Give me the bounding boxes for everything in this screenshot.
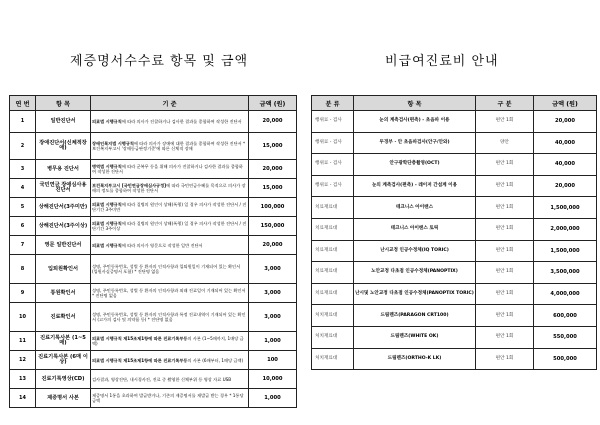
fee-amount: 20,000	[249, 160, 297, 179]
criteria-text: 의 사본 (1~5매까지, 1매당 금액)	[92, 336, 244, 346]
unit-cell: 편안 1회	[476, 111, 534, 133]
table-row	[312, 132, 597, 154]
table-row	[312, 348, 597, 370]
item-name: 일반진단서	[36, 111, 91, 133]
criteria-law: 의료법 시행규칙	[92, 202, 122, 207]
item-name: 장애진단서(신체적장애)	[36, 133, 91, 160]
row-number: 8	[10, 255, 36, 284]
unit-cell: 양안	[476, 132, 534, 154]
item-name: 드림렌즈(WHITE OK)	[354, 326, 476, 348]
non-covered-fee-table	[311, 95, 597, 370]
criteria-cell	[91, 255, 249, 284]
criteria-law: 의료법 시행규칙	[92, 119, 122, 124]
criteria-law: 의료법 시행규칙	[92, 221, 122, 226]
criteria-text: 의 사본 (6매부터, 1매당 금액)	[187, 357, 244, 363]
item-name: 눈의 계측검사(편측) - 초음파 이용	[354, 111, 476, 133]
table-row	[312, 262, 597, 284]
criteria-law: 보건복지부고시 [국민연금장애심사규정]	[92, 183, 167, 188]
table-row	[10, 389, 297, 408]
item-name: 난시교정 인공수정체(IQ TORIC)	[354, 240, 476, 262]
category-cell: 치료재료대	[312, 283, 354, 305]
fee-amount: 20,000	[249, 236, 297, 255]
criteria-law: 의료법 시행규칙	[92, 242, 122, 248]
row-number: 3	[10, 160, 36, 179]
criteria-text: 제증명서 1통을 초과하여 발급받거나, 기존의 제증명서를 재발급 받는 경우 * 1통당 금액	[92, 393, 244, 403]
table-row	[312, 197, 597, 219]
unit-cell: 편안 1회	[476, 197, 534, 219]
category-cell: 행위료 - 검사	[312, 154, 354, 176]
table-row	[10, 284, 297, 303]
category-cell: 치료재료대	[312, 262, 354, 284]
criteria-cell	[91, 303, 249, 332]
row-number: 7	[10, 236, 36, 255]
column-header: 기 준	[91, 96, 249, 111]
fee-amount: 3,000	[249, 284, 297, 303]
item-name: 진료확인서	[36, 303, 91, 332]
category-cell: 행위료 - 검사	[312, 175, 354, 197]
item-name: 병무용 진단서	[36, 160, 91, 179]
table-row	[10, 351, 297, 370]
criteria-cell	[91, 198, 249, 217]
unit-cell: 편안 1회	[476, 175, 534, 197]
category-cell: 처치재료대	[312, 348, 354, 370]
fee-amount: 10,000	[249, 370, 297, 389]
item-name: 진료기록사본 (6매 이상)	[36, 351, 91, 370]
row-number: 4	[10, 179, 36, 198]
item-name: 드림렌즈(PARAGON CRT100)	[354, 305, 476, 327]
criteria-cell	[91, 236, 249, 255]
criteria-text: 에 따라 의사가 영문으로 작성한 일반 진단서	[121, 242, 203, 248]
item-name: 테크니스 아이랜스	[354, 197, 476, 219]
row-number: 13	[10, 370, 36, 389]
category-cell: 처치재료대	[312, 305, 354, 327]
row-number: 9	[10, 284, 36, 303]
fee-amount: 20,000	[249, 111, 297, 133]
row-number: 10	[10, 303, 36, 332]
item-name: 테크니스 아이랜스 토릭	[354, 218, 476, 240]
column-header: 연 번	[10, 96, 36, 111]
criteria-cell	[91, 111, 249, 133]
column-header: 구 분	[476, 96, 534, 111]
column-header: 항 목	[354, 96, 476, 111]
item-name: 눈의 계측검사(편측) - 레이저 간섭계 이용	[354, 175, 476, 197]
fee-amount: 3,000	[249, 255, 297, 284]
category-cell: 행위료 - 검사	[312, 132, 354, 154]
row-number: 2	[10, 133, 36, 160]
criteria-cell	[91, 217, 249, 236]
criteria-text: 에 따라 질병의 원인이 상해(폭행) 일 경우 의사가 작성한 진단서 / 진단기간 3주미만	[92, 202, 247, 212]
fee-amount: 3,000	[249, 303, 297, 332]
table-row	[312, 175, 597, 197]
criteria-cell	[91, 284, 249, 303]
fee-amount: 500,000	[534, 348, 597, 370]
column-header: 금액 (원)	[534, 96, 597, 111]
item-name: 두경부 · 안 초음파검사(안구/안와)	[354, 132, 476, 154]
column-header: 분 류	[312, 96, 354, 111]
table-row	[312, 218, 597, 240]
category-cell: 치료재료대	[312, 218, 354, 240]
table-row	[312, 305, 597, 327]
table-row	[312, 154, 597, 176]
unit-cell: 편안 1회	[476, 326, 534, 348]
criteria-text: 에 따라 질병의 원인이 상해(폭행) 일 경우 의사가 작성한 진단서 / 진단기간 3주이상	[92, 221, 247, 231]
item-name: 상해진단서(3주미만)	[36, 198, 91, 217]
table-row	[10, 303, 297, 332]
row-number: 5	[10, 198, 36, 217]
item-name: 안구광학단층촬영(OCT)	[354, 154, 476, 176]
item-name: 진료기록사본 (1~5매)	[36, 332, 91, 351]
item-name: 국민연금 장애심사용 진단서	[36, 179, 91, 198]
fee-amount: 40,000	[534, 154, 597, 176]
page-title-left: 제증명서수수료 항목 및 금액	[70, 54, 249, 69]
item-name: 진료기록영상(CD)	[36, 370, 91, 389]
fee-amount: 100	[249, 351, 297, 370]
table-row	[10, 370, 297, 389]
criteria-law: 장애인복지법 시행규칙	[92, 141, 134, 146]
item-name: 노안교정 다초점 인공수정체(PANOPTIX)	[354, 262, 476, 284]
fee-amount: 2,000,000	[534, 218, 597, 240]
criteria-cell	[91, 332, 249, 351]
table-row	[10, 236, 297, 255]
table-row	[10, 179, 297, 198]
table-row	[10, 332, 297, 351]
criteria-cell	[91, 351, 249, 370]
criteria-law: 병역법 시행규칙	[92, 164, 122, 169]
unit-cell: 편안 1회	[476, 348, 534, 370]
table-header-row	[10, 96, 297, 111]
fee-amount: 1,000	[249, 389, 297, 408]
criteria-cell	[91, 370, 249, 389]
fee-amount: 1,000	[249, 332, 297, 351]
item-name: 드림렌즈(ORTHO-K LK)	[354, 348, 476, 370]
row-number: 6	[10, 217, 36, 236]
criteria-text: 성명, 주민등록번호, 성별 등 환자의 인적사항과 입퇴원일이 기재되어 있는 확인서 (입원사실증명서 포함) * 진단명 없음	[92, 264, 241, 274]
category-cell: 행위료 - 검사	[312, 111, 354, 133]
table-row	[10, 133, 297, 160]
criteria-text: 에 따라 의사가 진찰하거나 검사한 결과를 종합하여 작성한 진단서	[121, 119, 242, 124]
table-row	[10, 217, 297, 236]
item-name: 난시및 노안교정 다초점 인공수정체(PANOPTIX TORIC)	[354, 283, 476, 305]
criteria-cell	[91, 389, 249, 408]
category-cell: 치료재료대	[312, 240, 354, 262]
unit-cell: 편안 1회	[476, 305, 534, 327]
fee-amount: 20,000	[534, 175, 597, 197]
criteria-cell	[91, 160, 249, 179]
table-row	[312, 111, 597, 133]
row-number: 14	[10, 389, 36, 408]
category-cell: 치료재료대	[312, 197, 354, 219]
unit-cell: 편안 1회	[476, 218, 534, 240]
criteria-law: 의료법 시행규칙 제15조제1항에 따른 진료기록부등	[92, 336, 188, 341]
row-number: 11	[10, 332, 36, 351]
table-row	[312, 240, 597, 262]
fee-amount: 15,000	[249, 179, 297, 198]
table-row	[10, 198, 297, 217]
column-header: 항 목	[36, 96, 91, 111]
unit-cell: 편안 1회	[476, 283, 534, 305]
fee-amount: 150,000	[249, 217, 297, 236]
fee-amount: 15,000	[249, 133, 297, 160]
criteria-text: 성명, 주민등록번호, 성별 등 환자의 인적사항과 특정 진료내역이 기재되어 있는 확인서 (고가의 검사 및 의약품 등) * 진단명 없음	[92, 312, 246, 322]
fee-amount: 600,000	[534, 305, 597, 327]
page-title-right: 비급여진료비 안내	[385, 54, 499, 69]
item-name: 통원확인서	[36, 284, 91, 303]
table-row	[10, 255, 297, 284]
fee-amount: 20,000	[534, 111, 597, 133]
unit-cell: 편안 1회	[476, 154, 534, 176]
table-header-row	[312, 96, 597, 111]
item-name: 제증명서 사본	[36, 389, 91, 408]
item-name: 상해진단서(3주이상)	[36, 217, 91, 236]
fee-amount: 100,000	[249, 198, 297, 217]
criteria-law: 의료법 시행규칙 제15조제1항에 따른 진료기록부등	[92, 357, 188, 363]
row-number: 12	[10, 351, 36, 370]
criteria-text: 에 따라 국민연금수혜를 목적으로 의사가 장애의 정도를 종합하여 작성한 진단서	[92, 183, 246, 193]
fee-amount: 1,500,000	[534, 240, 597, 262]
fee-amount: 3,500,000	[534, 262, 597, 284]
table-row	[312, 283, 597, 305]
criteria-cell	[91, 133, 249, 160]
category-cell: 처치재료대	[312, 326, 354, 348]
unit-cell: 편안 1회	[476, 240, 534, 262]
criteria-text: 성명, 주민등록번호, 성별 등 환자의 인적사항과 외래 진료일이 기재되어 있는 확인서 * 진단명 없음	[92, 288, 246, 298]
fee-amount: 550,000	[534, 326, 597, 348]
row-number: 1	[10, 111, 36, 133]
table-row	[312, 326, 597, 348]
item-name: 입퇴원확인서	[36, 255, 91, 284]
column-header: 금액 (원)	[249, 96, 297, 111]
item-name: 영문 일반진단서	[36, 236, 91, 255]
fee-amount: 4,000,000	[534, 283, 597, 305]
unit-cell: 편안 1회	[476, 262, 534, 284]
fee-amount: 1,500,000	[534, 197, 597, 219]
criteria-cell	[91, 179, 249, 198]
criteria-text: 에 따라 의사가 장애에 대한 결과를 종합하여 작성한 진단서 * 보건복지부고시 '장애등급판정기준'에 따른 신체적 장애	[92, 141, 246, 151]
certificate-fee-table	[9, 95, 297, 408]
criteria-text: 에 따라 군복무 등을 위해 의사가 진찰하거나 검사한 결과를 종합하여 작성한 진단서	[92, 164, 243, 174]
table-row	[10, 111, 297, 133]
fee-amount: 40,000	[534, 132, 597, 154]
criteria-text: 검사결과, 영상진단, 내시경사진, 진료 중 촬영한 신체부위 등 영상 자료 USB	[92, 376, 232, 382]
table-row	[10, 160, 297, 179]
